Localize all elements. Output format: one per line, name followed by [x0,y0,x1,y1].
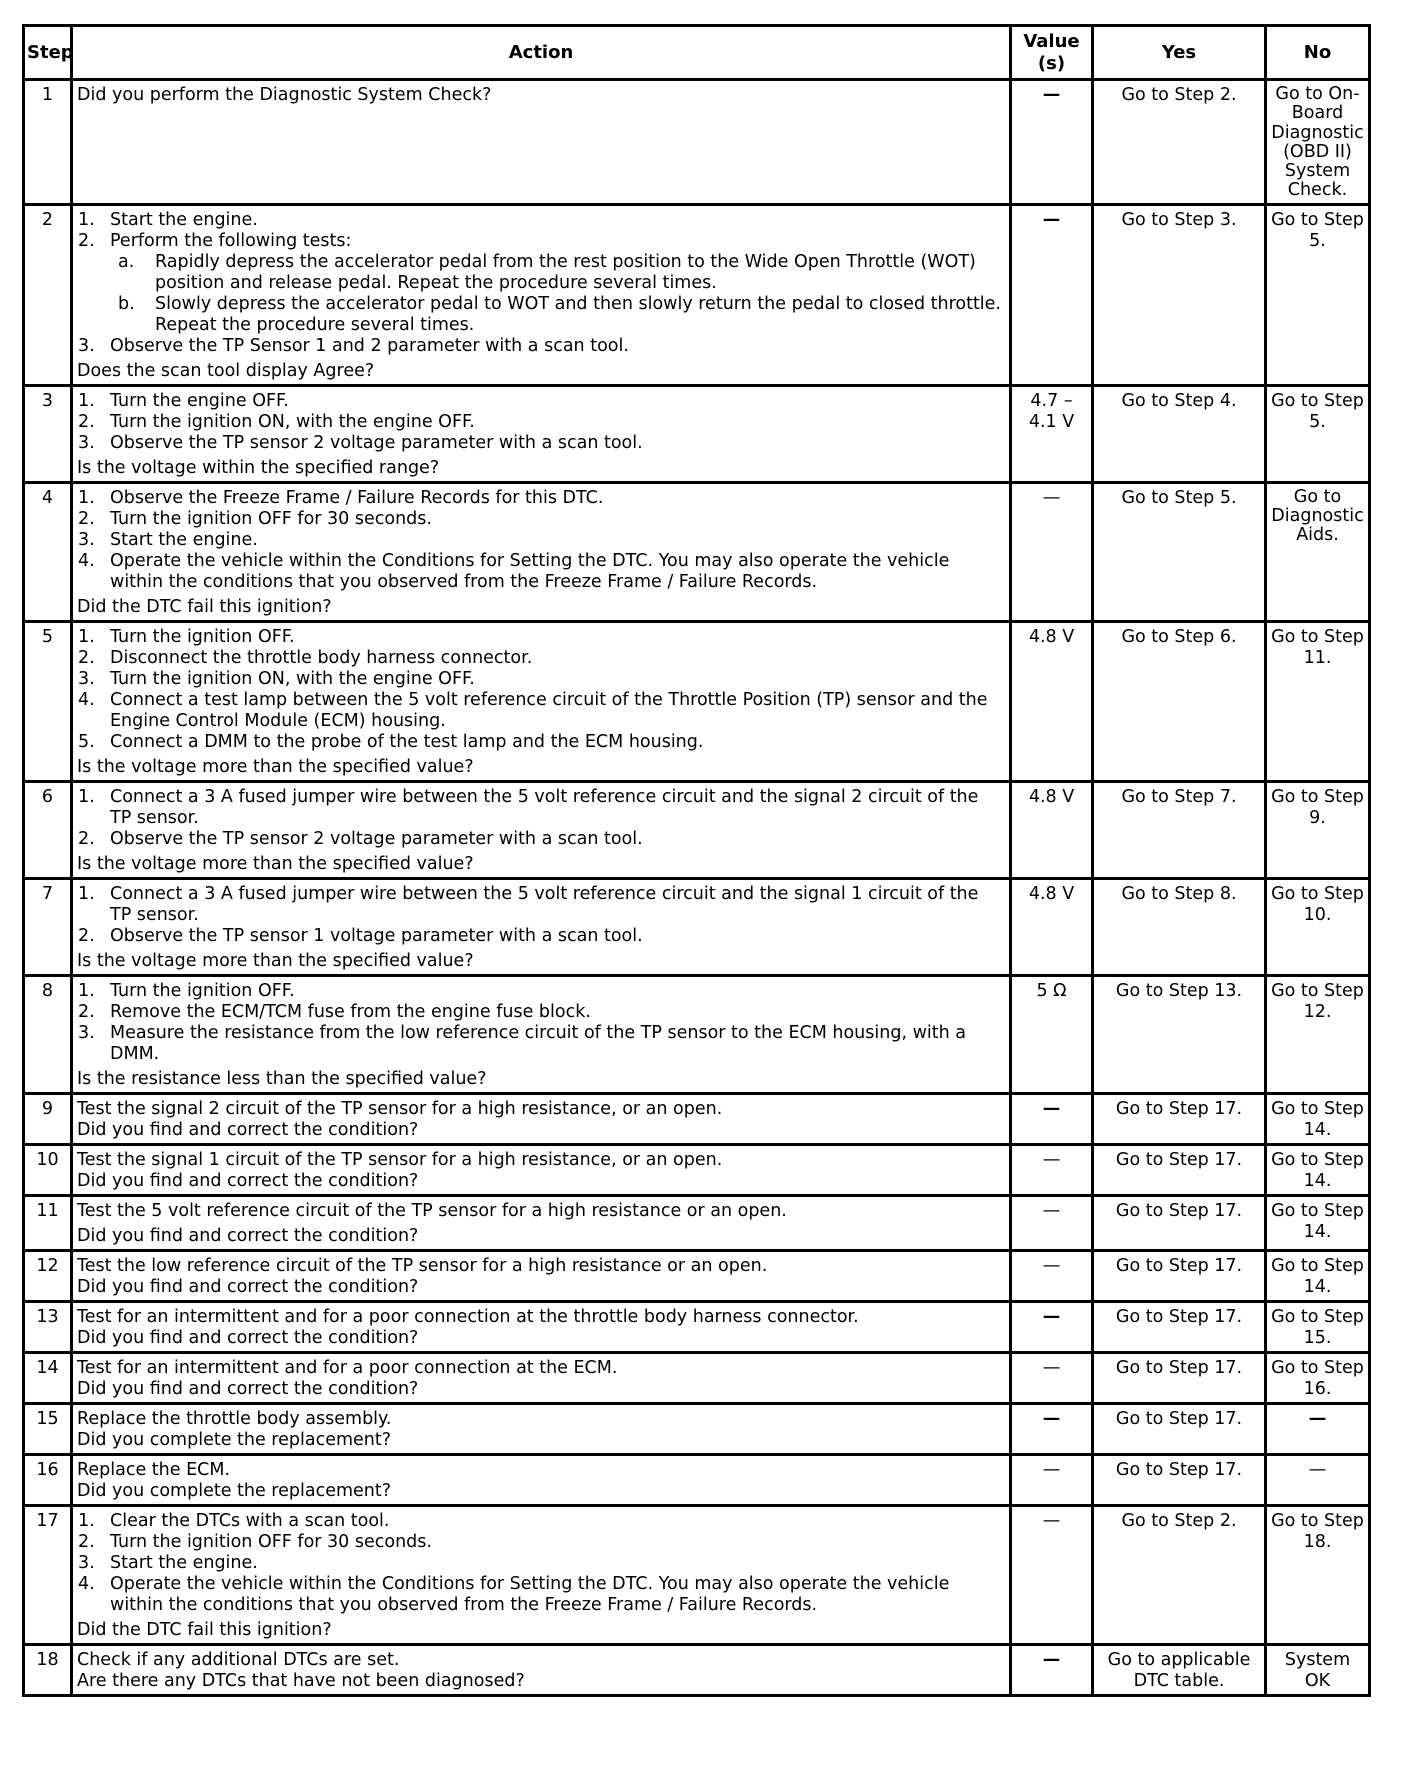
no-cell: Go to Step 15. [1266,1301,1370,1352]
action-text: Replace the throttle body assembly. [77,1408,392,1429]
value-cell: — [1011,1403,1093,1454]
header-value: Value (s) [1011,26,1093,80]
action-step: 2. Disconnect the throttle body harness connector. [78,647,533,668]
action-steps [77,787,1005,850]
action-text: Test the signal 1 circuit of the TP sensor for a high resistance, or an open. [77,1149,723,1170]
step-number: 4 [24,482,72,621]
step-number: 12 [24,1250,72,1301]
step-number: 16 [24,1454,72,1505]
action-step: 2. Turn the ignition OFF for 30 seconds. [78,1531,432,1552]
table-body [24,80,1370,1696]
value-cell: — [1011,204,1093,385]
value-cell: — [1011,1505,1093,1644]
header-yes: Yes [1093,26,1266,80]
action-step: 3. Start the engine. [78,529,258,550]
step-number: 3 [24,385,72,482]
yes-cell: Go to Step 17. [1093,1301,1266,1352]
step-number: 14 [24,1352,72,1403]
action-step: 3. Measure the resistance from the low reference circuit of the TP sensor to the ECM housing, with a DMM. [78,1022,966,1064]
step-number: 8 [24,975,72,1093]
value-cell: 4.7 – 4.1 V [1011,385,1093,482]
no-cell: System OK [1266,1644,1370,1695]
action-steps [77,391,1005,454]
step-number: 13 [24,1301,72,1352]
action-question: Did you find and correct the condition? [77,1119,419,1140]
action-question: Is the voltage more than the specified value? [77,756,474,777]
no-cell: — [1266,1454,1370,1505]
action-cell [72,1093,1011,1144]
value-cell: — [1011,1352,1093,1403]
action-step: 3. Turn the ignition ON, with the engine OFF. [78,668,475,689]
action-steps [77,488,1005,593]
action-question: Did you complete the replacement? [77,1429,392,1450]
action-cell [72,975,1011,1093]
no-cell: Go to Step 11. [1266,621,1370,781]
no-cell: Go to On-Board Diagnostic (OBD II) System Check. [1266,80,1370,205]
action-question: Did the DTC fail this ignition? [77,596,332,617]
table-row [24,1195,1370,1250]
table-row [24,1352,1370,1403]
table-row [24,1644,1370,1695]
header-action: Action [72,26,1011,80]
action-step: 1. Connect a 3 A fused jumper wire between the 5 volt reference circuit and the signal 2 circuit of the TP sensor. [78,786,979,828]
step-number: 7 [24,878,72,975]
no-cell: Go to Step 5. [1266,204,1370,385]
action-cell [72,1403,1011,1454]
action-substep: b. Slowly depress the accelerator pedal to WOT and then slowly return the pedal to closed throttle. Repeat the procedure several times. [118,293,1001,335]
no-cell: Go to Step 14. [1266,1250,1370,1301]
yes-cell: Go to Step 8. [1093,878,1266,975]
action-step: 3. Observe the TP sensor 2 voltage parameter with a scan tool. [78,432,643,453]
value-cell: — [1011,1195,1093,1250]
yes-cell: Go to Step 3. [1093,204,1266,385]
action-step: 4. Operate the vehicle within the Conditions for Setting the DTC. You may also operate the vehicle within the conditions that you observed from the Freeze Frame / Failure Records. [78,1573,950,1615]
value-cell: — [1011,1250,1093,1301]
value-cell: 5 Ω [1011,975,1093,1093]
step-number: 18 [24,1644,72,1695]
action-step: 3. Observe the TP Sensor 1 and 2 parameter with a scan tool. [78,335,629,356]
action-step: 1. Observe the Freeze Frame / Failure Records for this DTC. [78,487,604,508]
table-row [24,1144,1370,1195]
action-text: Test the 5 volt reference circuit of the TP sensor for a high resistance or an open. [77,1200,787,1221]
action-question: Did you perform the Diagnostic System Check? [77,85,492,106]
action-step: 2. Turn the ignition ON, with the engine OFF. [78,411,475,432]
step-number: 9 [24,1093,72,1144]
value-cell: — [1011,1644,1093,1695]
table-row [24,1250,1370,1301]
value-cell: — [1011,1093,1093,1144]
action-cell [72,621,1011,781]
action-steps [77,981,1005,1065]
action-step: 1. Turn the ignition OFF. [78,980,295,1001]
action-step: 2. Turn the ignition OFF for 30 seconds. [78,508,432,529]
action-cell [72,878,1011,975]
yes-cell: Go to Step 4. [1093,385,1266,482]
action-question: Is the resistance less than the specified value? [77,1068,487,1089]
table-row [24,621,1370,781]
step-number: 5 [24,621,72,781]
diagnostic-table [22,24,1371,1697]
action-steps [77,627,1005,753]
action-steps [77,210,1005,357]
action-cell [72,1454,1011,1505]
action-step: 1. Start the engine. [78,209,258,230]
no-cell: Go to Step 10. [1266,878,1370,975]
value-cell: — [1011,1301,1093,1352]
action-question: Is the voltage within the specified range? [77,457,440,478]
no-cell: Go to Step 5. [1266,385,1370,482]
step-number: 1 [24,80,72,205]
yes-cell: Go to Step 17. [1093,1403,1266,1454]
table-row [24,1301,1370,1352]
action-text: Test for an intermittent and for a poor connection at the ECM. [77,1357,618,1378]
action-cell [72,1301,1011,1352]
yes-cell: Go to Step 17. [1093,1454,1266,1505]
table-row [24,80,1370,205]
action-question: Are there any DTCs that have not been diagnosed? [77,1670,525,1691]
step-number: 11 [24,1195,72,1250]
action-step: 1. Turn the ignition OFF. [78,626,295,647]
yes-cell: Go to Step 2. [1093,80,1266,205]
no-cell: Go to Step 16. [1266,1352,1370,1403]
yes-cell: Go to Step 17. [1093,1144,1266,1195]
table-row [24,482,1370,621]
header-no: No [1266,26,1370,80]
action-cell [72,1505,1011,1644]
no-cell: Go to Diagnostic Aids. [1266,482,1370,621]
action-question: Did you find and correct the condition? [77,1276,419,1297]
action-question: Did you find and correct the condition? [77,1327,419,1348]
action-steps [77,1511,1005,1616]
table-row [24,781,1370,878]
action-steps [77,884,1005,947]
table-row [24,878,1370,975]
action-text: Check if any additional DTCs are set. [77,1649,400,1670]
table-row [24,1403,1370,1454]
table-row [24,1093,1370,1144]
yes-cell: Go to Step 13. [1093,975,1266,1093]
action-text: Test the signal 2 circuit of the TP sensor for a high resistance, or an open. [77,1098,723,1119]
action-step: 3. Start the engine. [78,1552,258,1573]
action-step: 5. Connect a DMM to the probe of the test lamp and the ECM housing. [78,731,704,752]
value-cell: — [1011,1144,1093,1195]
action-cell [72,1644,1011,1695]
step-number: 17 [24,1505,72,1644]
action-question: Did the DTC fail this ignition? [77,1619,332,1640]
action-cell [72,1195,1011,1250]
action-cell [72,80,1011,205]
no-cell: Go to Step 14. [1266,1195,1370,1250]
yes-cell: Go to Step 17. [1093,1250,1266,1301]
action-substep: a. Rapidly depress the accelerator pedal from the rest position to the Wide Open Throttle (WOT) position and release pedal. Repeat the procedure several times. [118,251,976,293]
action-question: Does the scan tool display Agree? [77,360,375,381]
yes-cell: Go to Step 17. [1093,1352,1266,1403]
no-cell: Go to Step 18. [1266,1505,1370,1644]
table-header-row [24,26,1370,80]
table-row [24,975,1370,1093]
step-number: 2 [24,204,72,385]
action-text: Test for an intermittent and for a poor connection at the throttle body harness connector. [77,1306,859,1327]
action-question: Did you find and correct the condition? [77,1378,419,1399]
action-cell [72,1250,1011,1301]
yes-cell: Go to applicable DTC table. [1093,1644,1266,1695]
yes-cell: Go to Step 17. [1093,1093,1266,1144]
no-cell: Go to Step 14. [1266,1093,1370,1144]
table-row [24,204,1370,385]
value-cell: — [1011,482,1093,621]
step-number: 10 [24,1144,72,1195]
step-number: 6 [24,781,72,878]
action-question: Did you find and correct the condition? [77,1170,419,1191]
action-step: 2. Observe the TP sensor 2 voltage parameter with a scan tool. [78,828,643,849]
action-cell [72,781,1011,878]
action-cell [72,1352,1011,1403]
action-step: 4. Operate the vehicle within the Conditions for Setting the DTC. You may also operate the vehicle within the conditions that you observed from the Freeze Frame / Failure Records. [78,550,950,592]
no-cell: — [1266,1403,1370,1454]
action-substeps [110,252,1005,336]
action-question: Is the voltage more than the specified value? [77,950,474,971]
yes-cell: Go to Step 7. [1093,781,1266,878]
value-cell: 4.8 V [1011,878,1093,975]
action-step: 1. Connect a 3 A fused jumper wire between the 5 volt reference circuit and the signal 1 circuit of the TP sensor. [78,883,979,925]
header-step: Step [24,26,72,80]
step-number: 15 [24,1403,72,1454]
action-step: 4. Connect a test lamp between the 5 volt reference circuit of the Throttle Position (TP) sensor and the Engine Control Module (ECM) housing. [78,689,988,731]
yes-cell: Go to Step 5. [1093,482,1266,621]
no-cell: Go to Step 14. [1266,1144,1370,1195]
table-row [24,385,1370,482]
value-cell: 4.8 V [1011,781,1093,878]
action-question: Did you find and correct the condition? [77,1225,419,1246]
action-cell [72,204,1011,385]
action-cell [72,385,1011,482]
value-cell: — [1011,80,1093,205]
table-row [24,1454,1370,1505]
action-step: 2. Remove the ECM/TCM fuse from the engine fuse block. [78,1001,591,1022]
action-cell [72,482,1011,621]
action-question: Did you complete the replacement? [77,1480,392,1501]
value-cell: — [1011,1454,1093,1505]
no-cell: Go to Step 9. [1266,781,1370,878]
no-cell: Go to Step 12. [1266,975,1370,1093]
yes-cell: Go to Step 6. [1093,621,1266,781]
action-step: 2. Perform the following tests: a. Rapidly depress the accelerator pedal from the rest position to the Wide Open Throttle (WOT) position and release pedal. Repeat the procedure several times. b. Slowly depress the accelerator pedal to WOT and then slowly return the pedal to closed throttle. Repeat the procedure several times. [77,231,1005,336]
action-question: Is the voltage more than the specified value? [77,853,474,874]
action-text: Test the low reference circuit of the TP sensor for a high resistance or an open. [77,1255,768,1276]
value-cell: 4.8 V [1011,621,1093,781]
yes-cell: Go to Step 17. [1093,1195,1266,1250]
action-step: 1. Turn the engine OFF. [78,390,289,411]
table-row [24,1505,1370,1644]
action-step: 1. Clear the DTCs with a scan tool. [78,1510,390,1531]
action-step: 2. Observe the TP sensor 1 voltage parameter with a scan tool. [78,925,643,946]
action-cell [72,1144,1011,1195]
yes-cell: Go to Step 2. [1093,1505,1266,1644]
action-text: Replace the ECM. [77,1459,231,1480]
